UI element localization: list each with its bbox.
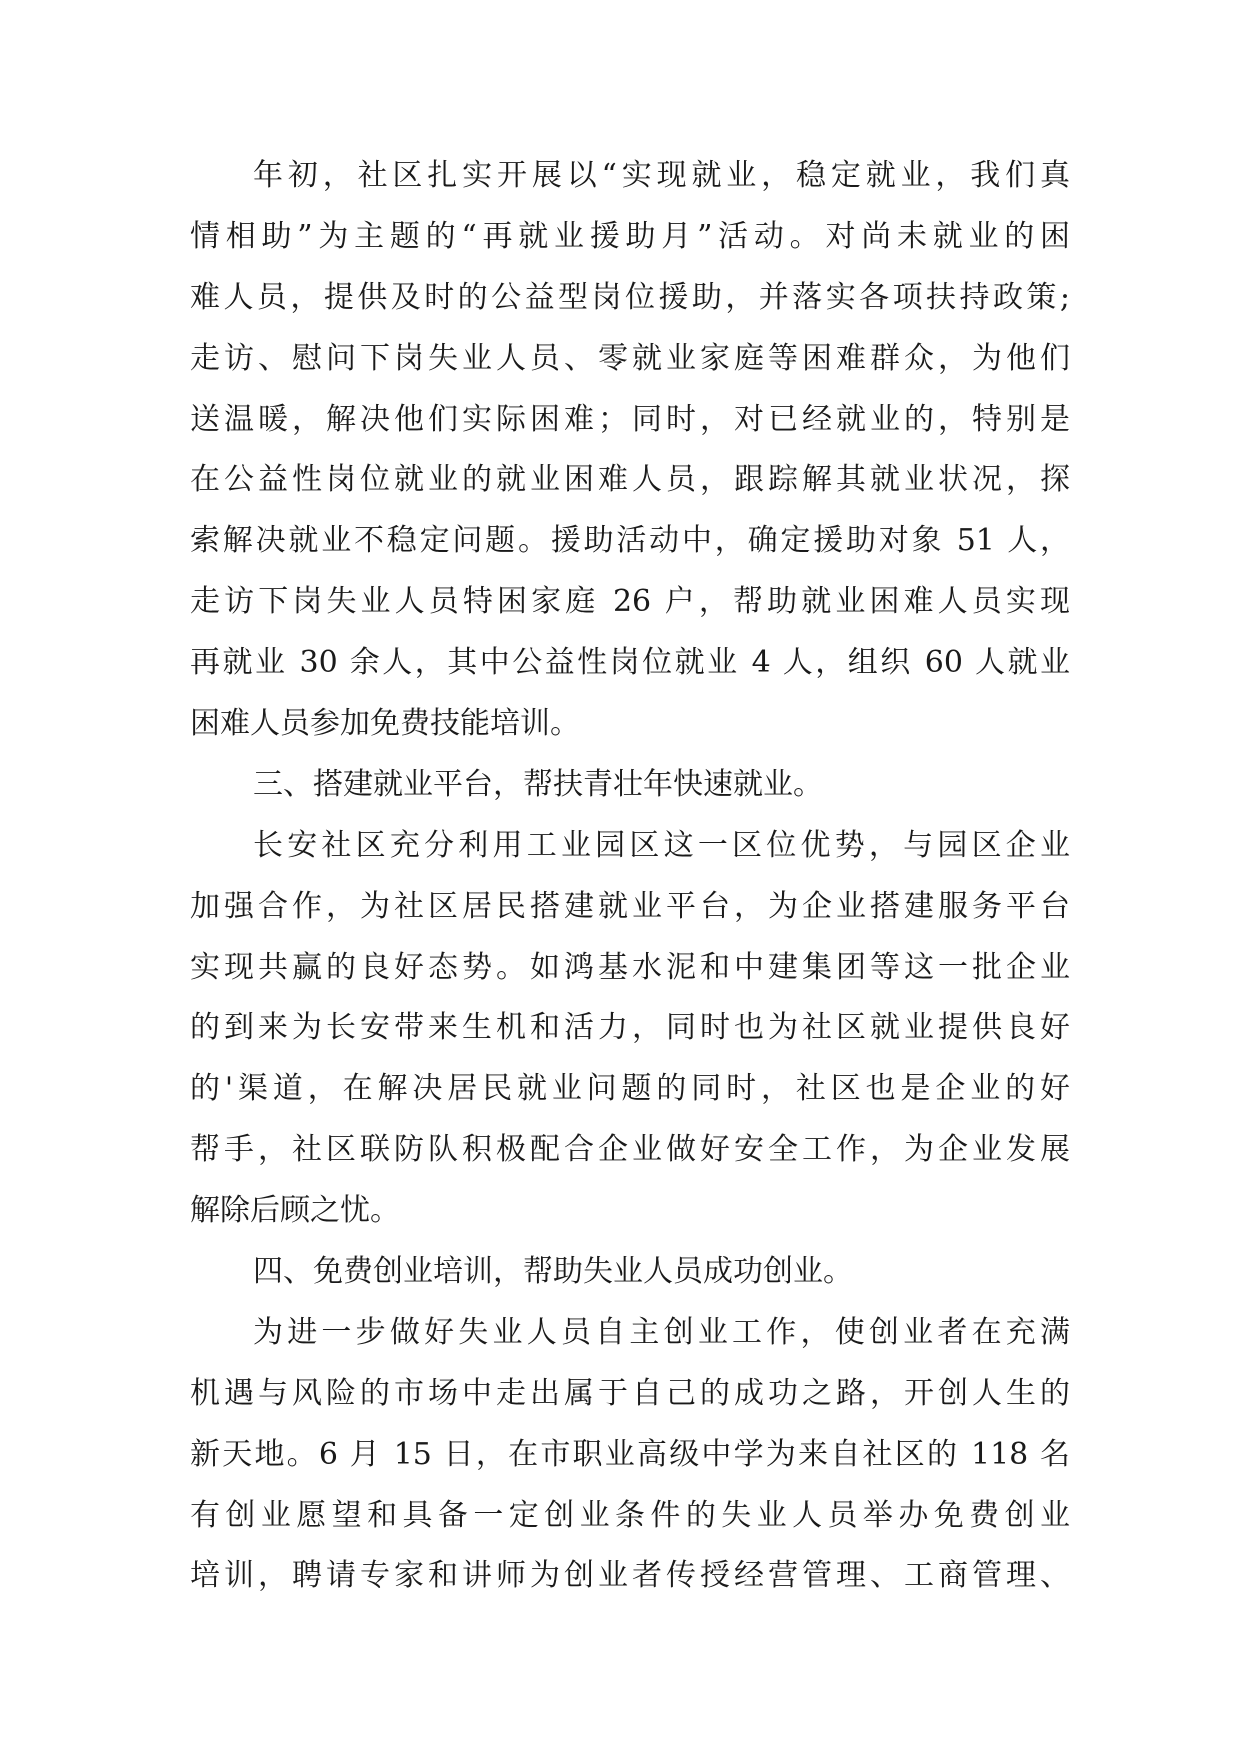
paragraph-line: 实现共赢的良好态势。如鸿基水泥和中建集团等这一批企业 [190,949,1070,985]
paragraph-line: 解除后顾之忧。 [190,1193,400,1229]
paragraph-line: 难人员，提供及时的公益型岗位援助，并落实各项扶持政策; [190,279,1070,315]
paragraph-line: 再就业 30 余人，其中公益性岗位就业 4 人，组织 60 人就业 [190,645,1070,681]
paragraph-line: 情相助”为主题的“再就业援助月”活动。对尚未就业的困 [190,218,1070,254]
paragraph-line: 的到来为长安带来生机和活力，同时也为社区就业提供良好 [190,1010,1070,1046]
paragraph-line: 机遇与风险的市场中走出属于自己的成功之路，开创人生的 [190,1375,1070,1411]
paragraph-line: 加强合作，为社区居民搭建就业平台，为企业搭建服务平台 [190,888,1070,924]
paragraph-line: 培训，聘请专家和讲师为创业者传授经营管理、工商管理、 [190,1558,1070,1594]
paragraph-line: 新天地。6 月 15 日，在市职业高级中学为来自社区的 118 名 [190,1436,1070,1472]
paragraph-line: 索解决就业不稳定问题。援助活动中，确定援助对象 51 人， [190,523,1070,559]
paragraph-line: 困难人员参加免费技能培训。 [190,706,580,742]
paragraph-line: 有创业愿望和具备一定创业条件的失业人员举办免费创业 [190,1497,1070,1533]
paragraph-line: 走访下岗失业人员特困家庭 26 户，帮助就业困难人员实现 [190,584,1070,620]
section-heading: 三、搭建就业平台，帮扶青壮年快速就业。 [253,766,823,802]
paragraph-line: 送温暖，解决他们实际困难；同时，对已经就业的，特别是 [190,401,1070,437]
body-text [190,158,1070,1619]
paragraph-line: 的'渠道，在解决居民就业问题的同时，社区也是企业的好 [190,1071,1070,1107]
paragraph-line: 在公益性岗位就业的就业困难人员，跟踪解其就业状况，探 [190,462,1070,498]
paragraph-line: 走访、慰问下岗失业人员、零就业家庭等困难群众，为他们 [190,340,1070,376]
paragraph-line: 帮手，社区联防队积极配合企业做好安全工作，为企业发展 [190,1132,1070,1168]
section-heading: 四、免费创业培训，帮助失业人员成功创业。 [253,1254,853,1290]
paragraph-line: 年初，社区扎实开展以“实现就业，稳定就业，我们真 [253,158,1070,193]
paragraph-line: 长安社区充分利用工业园区这一区位优势，与园区企业 [253,827,1070,863]
paragraph-line: 为进一步做好失业人员自主创业工作，使创业者在充满 [253,1314,1070,1350]
